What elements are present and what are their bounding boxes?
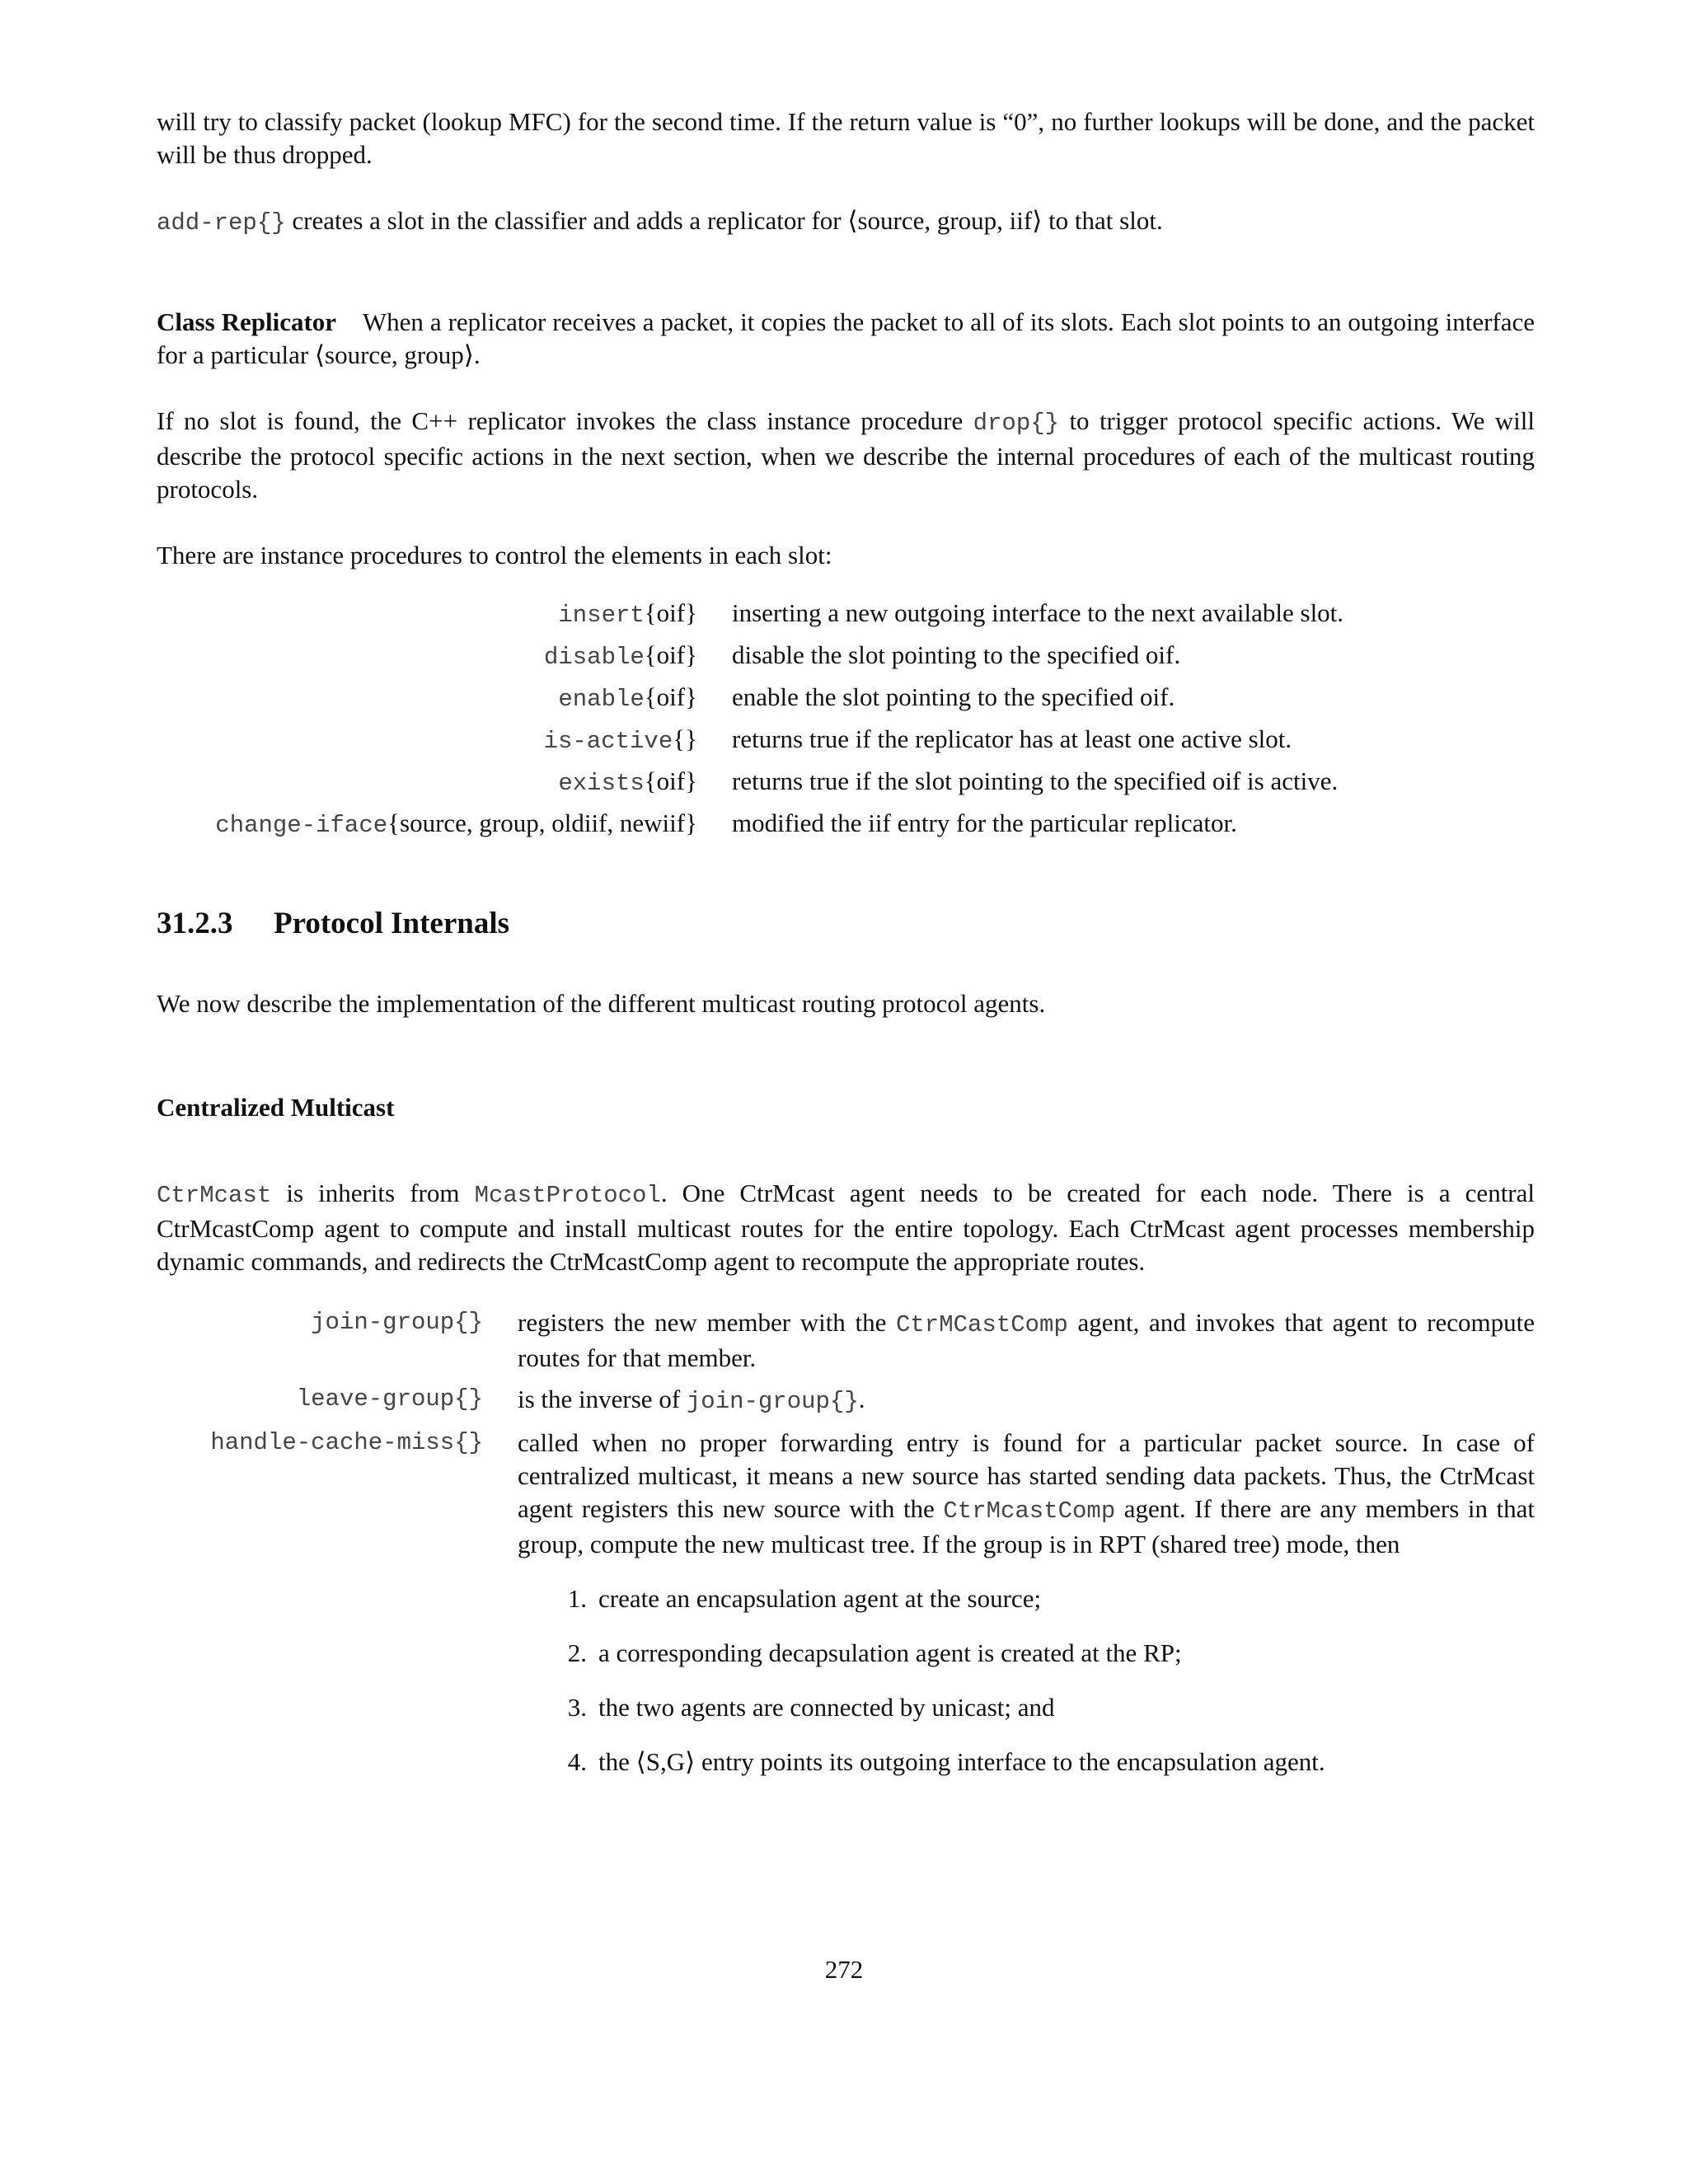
procedure-code: change-iface <box>215 812 388 839</box>
procedure-args: {oif} <box>644 640 697 669</box>
join-def-b: agent, and invokes that agent to recompute routes for that member. <box>518 1308 1535 1372</box>
procedure-code: disable <box>543 644 645 671</box>
add-rep-text: creates a slot in the classifier and adds a replicator for ⟨source, group, iif⟩ to that slot. <box>285 206 1163 235</box>
miss-def-b: agent. If there are any members in that group, compute the new multicast tree. If the group is in RPT (shared tree) mode, then <box>518 1494 1536 1558</box>
intro-paragraph: will try to classify packet (lookup MFC) for the second time. If the return value is “0”, no further lookups will be done, and the packet will be thus dropped. <box>157 107 1535 169</box>
leave-def-a: is the inverse of <box>518 1385 687 1413</box>
procedure-description: enable the slot pointing to the specified oif. <box>732 682 1175 711</box>
join-group-term: join-group{} <box>311 1309 483 1336</box>
replicator-procedures-table <box>157 593 1343 846</box>
section-title: Protocol Internals <box>274 907 510 940</box>
procedure-name <box>157 762 732 804</box>
list-item <box>518 1746 1535 1779</box>
procedure-description: returns true if the replicator has at least one active slot. <box>732 724 1292 753</box>
list-item-number: 3. <box>567 1693 587 1722</box>
procedure-row <box>157 677 1343 719</box>
ctrmcast-code: CtrMcast <box>157 1182 272 1209</box>
list-item <box>518 1637 1535 1670</box>
mcastprotocol-code: McastProtocol <box>474 1182 661 1209</box>
section-heading <box>157 903 1535 944</box>
procedure-args: {source, group, oldiif, newiif} <box>387 808 697 837</box>
ctrmcastcomp-code-2: CtrMcastComp <box>943 1497 1116 1525</box>
procedure-description: inserting a new outgoing interface to the next available slot. <box>732 598 1344 627</box>
centralized-heading: Centralized Multicast <box>157 1093 395 1122</box>
handle-cache-miss-term: handle-cache-miss{} <box>210 1429 483 1456</box>
procedure-code: exists <box>558 770 645 797</box>
replicator-paragraph <box>157 306 1535 372</box>
list-item-text: the two agents are connected by unicast; and <box>598 1693 1055 1722</box>
procedure-code: enable <box>558 686 645 713</box>
procedure-name <box>157 719 732 762</box>
add-rep-paragraph <box>157 204 1535 240</box>
centralized-procedures <box>157 1306 1535 1800</box>
leave-group-def <box>518 1383 1535 1418</box>
list-item-number: 1. <box>567 1584 587 1613</box>
instance-procs-intro: There are instance procedures to control the elements in each slot: <box>157 541 832 569</box>
procedure-row <box>157 635 1343 677</box>
procedure-code: is-active <box>543 728 673 755</box>
no-slot-paragraph <box>157 405 1535 506</box>
list-item-text: create an encapsulation agent at the source; <box>598 1584 1042 1613</box>
page-number: 272 <box>824 1955 864 1984</box>
leave-def-b: . <box>858 1385 865 1413</box>
join-def-a: registers the new member with the <box>518 1308 896 1337</box>
miss-def-a: called when no proper forwarding entry is found for a particular packet source. In case of centralized multicast, it means a new source has started sending data packets. Thus, the CtrMcast agent registers this new source with the <box>518 1428 1535 1523</box>
join-group-ref-code: join-group{} <box>686 1388 859 1415</box>
page-body <box>157 105 1535 1800</box>
procedure-row <box>157 804 1343 846</box>
replicator-text: When a replicator receives a packet, it copies the packet to all of its slots. Each slot points to an outgoing interface for a particular ⟨source, group⟩. <box>157 307 1536 369</box>
procedure-description: disable the slot pointing to the specified oif. <box>732 640 1181 669</box>
procedure-name <box>157 635 732 677</box>
procedure-args: {oif} <box>644 598 697 627</box>
procedure-name <box>157 677 732 719</box>
list-item-text: the ⟨S,G⟩ entry points its outgoing interface to the encapsulation agent. <box>598 1747 1325 1776</box>
centralized-paragraph <box>157 1177 1535 1278</box>
list-item-number: 2. <box>567 1638 587 1667</box>
handle-cache-miss-def <box>518 1427 1535 1800</box>
centralized-text-2: . One CtrMcast agent needs to be created for each node. There is a central CtrMcastComp agent to compute and install multicast routes for the entire topology. Each CtrMcast agent processes membership dynamic commands, and redirects the CtrMcastComp agent to recompute the appropriate routes. <box>157 1179 1536 1276</box>
procedure-row <box>157 762 1343 804</box>
ctrmcastcomp-code: CtrMCastComp <box>895 1311 1068 1338</box>
replicator-heading: Class Replicator <box>157 307 337 336</box>
join-group-def <box>518 1306 1535 1375</box>
rpt-steps-list <box>518 1582 1535 1779</box>
add-rep-code: add-rep{} <box>157 209 286 237</box>
centralized-text-1: is inherits from <box>271 1179 475 1207</box>
list-item <box>518 1691 1535 1724</box>
procedure-code: insert <box>558 602 645 629</box>
no-slot-text-b: to trigger protocol specific actions. We will describe the protocol specific actions in the next section, when we describe the internal procedures of each of the multicast routing protocols. <box>157 406 1535 504</box>
procedure-name <box>157 804 732 846</box>
procedure-description: modified the iif entry for the particular replicator. <box>732 808 1237 837</box>
procedure-description: returns true if the slot pointing to the specified oif is active. <box>732 766 1339 795</box>
list-item-text: a corresponding decapsulation agent is created at the RP; <box>598 1638 1182 1667</box>
procedure-args: {oif} <box>644 766 697 795</box>
list-item-number: 4. <box>567 1747 587 1776</box>
list-item <box>518 1582 1535 1615</box>
procedure-name <box>157 593 732 635</box>
drop-code: drop{} <box>973 410 1060 437</box>
procedure-row <box>157 719 1343 762</box>
leave-group-term: leave-group{} <box>296 1385 483 1413</box>
procedure-args: {} <box>673 724 697 753</box>
section-intro: We now describe the implementation of the different multicast routing protocol agents. <box>157 989 1046 1018</box>
section-number: 31.2.3 <box>157 907 233 940</box>
procedure-args: {oif} <box>644 682 697 711</box>
no-slot-text-a: If no slot is found, the C++ replicator invokes the class instance procedure <box>157 406 973 435</box>
procedure-row <box>157 593 1343 635</box>
